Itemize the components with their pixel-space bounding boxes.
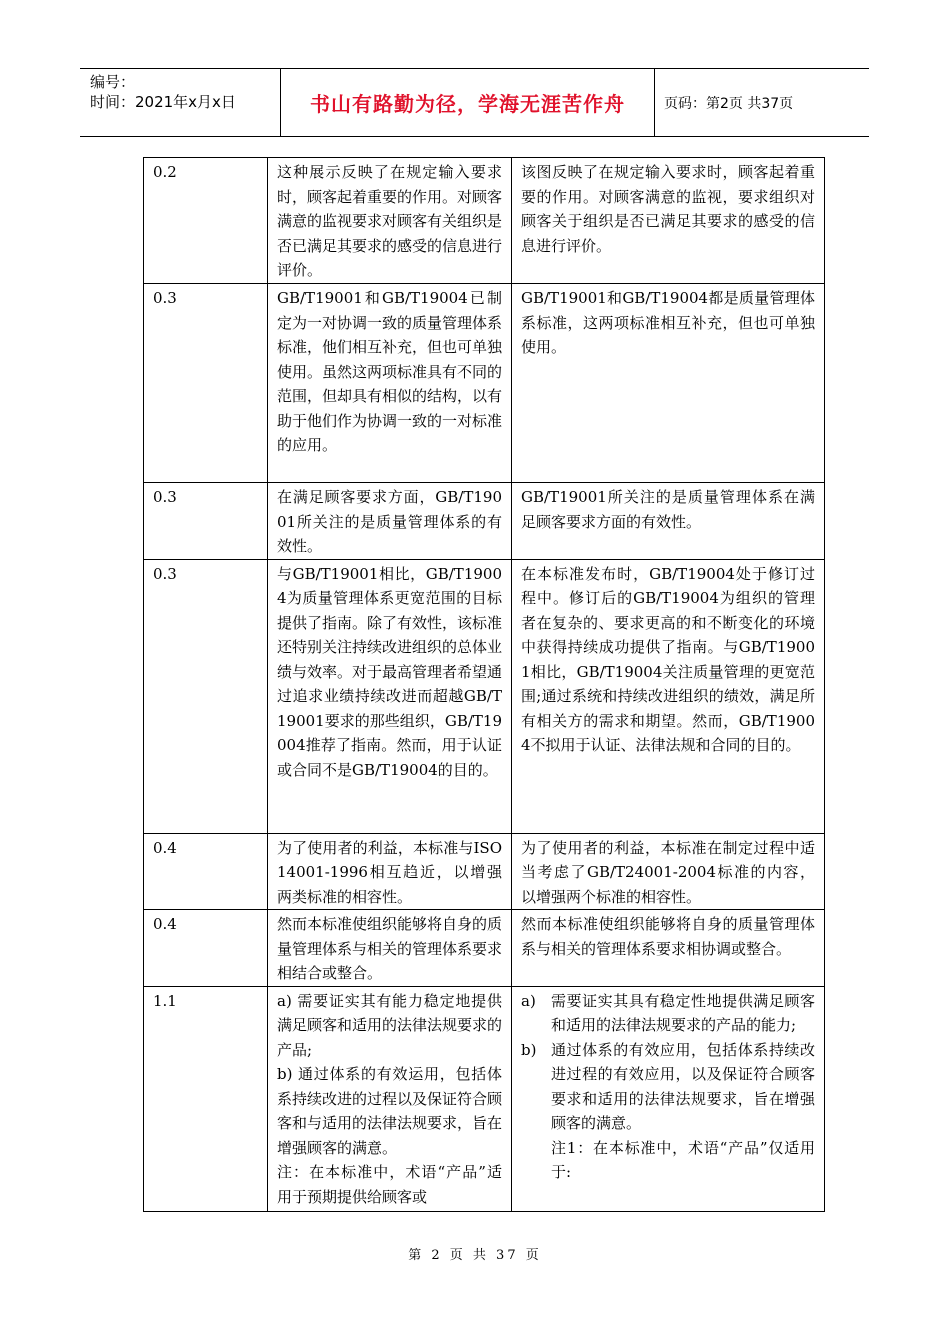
table-row — [144, 483, 825, 560]
table-row — [144, 833, 825, 910]
comparison-table — [143, 157, 825, 1212]
document-date: 时间：2021年x月x日 — [90, 93, 236, 111]
clause-cell: 0.3 — [144, 284, 268, 483]
new-text-cell: GB/T19001所关注的是质量管理体系在满足顾客要求方面的有效性。 — [512, 483, 825, 560]
list-item-text: 通过体系的有效应用，包括体系持续改进过程的有效应用，以及保证符合顾客要求和适用的法律法规要求，旨在增强顾客的满意。 — [551, 1040, 815, 1132]
clause-cell: 0.4 — [144, 833, 268, 910]
clause-cell: 1.1 — [144, 986, 268, 1211]
clause-cell: 0.3 — [144, 559, 268, 833]
old-item-b: b) 通过体系的有效运用，包括体系持续改进的过程以及保证符合顾客和与适用的法律法规要求，旨在增强顾客的满意。 — [277, 1065, 503, 1157]
new-item-b — [521, 1038, 815, 1136]
list-marker: b) — [521, 1040, 537, 1059]
clause-cell: 0.2 — [144, 158, 268, 284]
new-text-cell: GB/T19001和GB/T19004都是质量管理体系标准，这两项标准相互补充，但也可单独使用。 — [512, 284, 825, 483]
new-note: 注1：在本标准中，术语“产品”仅适用于: — [551, 1138, 815, 1181]
header-page-code: 页码：第2页 共37页 — [664, 95, 794, 112]
old-text-cell: 为了使用者的利益，本标准与ISO14001-1996相互趋近，以增强两类标准的相容性。 — [268, 833, 512, 910]
document-number-label: 编号： — [90, 73, 136, 91]
old-text-cell: 然而本标准使组织能够将自身的质量管理体系与相关的管理体系要求相结合或整合。 — [268, 910, 512, 987]
page-footer: 第 2 页 共 37 页 — [408, 1248, 542, 1263]
old-text-cell: 这种展示反映了在规定输入要求时，顾客起着重要的作用。对顾客满意的监视要求对顾客有关组织是否已满足其要求的感受的信息进行评价。 — [268, 158, 512, 284]
old-text-cell: 在满足顾客要求方面，GB/T19001所关注的是质量管理体系的有效性。 — [268, 483, 512, 560]
old-note: 注：在本标准中，术语“产品”适用于预期提供给顾客或 — [277, 1163, 502, 1206]
new-text-cell: 为了使用者的利益，本标准在制定过程中适当考虑了GB/T24001-2004标准的内容，以增强两个标准的相容性。 — [512, 833, 825, 910]
clause-cell: 0.3 — [144, 483, 268, 560]
table-row — [144, 158, 825, 284]
new-text-cell: 在本标准发布时，GB/T19004处于修订过程中。修订后的GB/T19004为组织的管理者在复杂的、要求更高的和不断变化的环境中获得持续成功提供了指南。与GB/T19001相比，GB/T19004关注质量管理的更宽范围;通过系统和持续改进组织的绩效，满足所有相关方的需求和期望。然而，GB/T19004不拟用于认证、法律法规和合同的目的。 — [512, 559, 825, 833]
table-row — [144, 284, 825, 483]
old-item-a: a) 需要证实其有能力稳定地提供满足顾客和适用的法律法规要求的产品; — [277, 991, 503, 1059]
table-row — [144, 910, 825, 987]
list-item-text: 需要证实其具有稳定性地提供满足顾客和适用的法律法规要求的产品的能力; — [551, 991, 815, 1034]
clause-cell: 0.4 — [144, 910, 268, 987]
new-text-cell — [512, 986, 825, 1211]
new-item-a — [521, 989, 815, 1038]
old-text-cell: 与GB/T19001相比，GB/T19004为质量管理体系更宽范围的目标提供了指南。除了有效性，该标准还特别关注持续改进组织的总体业绩与效率。对于最高管理者希望通过追求业绩持续改进而超越GB/T19001要求的那些组织，GB/T19004推荐了指南。然而，用于认证或合同不是GB/T19004的目的。 — [268, 559, 512, 833]
header-motto: 书山有路勤为径，学海无涯苦作舟 — [281, 69, 655, 136]
new-text-cell: 然而本标准使组织能够将自身的质量管理体系与相关的管理体系要求相协调或整合。 — [512, 910, 825, 987]
new-text-cell: 该图反映了在规定输入要求时，顾客起着重要的作用。对顾客满意的监视，要求组织对顾客关于组织是否已满足其要求的感受的信息进行评价。 — [512, 158, 825, 284]
old-text-cell — [268, 986, 512, 1211]
old-text-cell: GB/T19001和GB/T19004已制定为一对协调一致的质量管理体系标准，他们相互补充，但也可单独使用。虽然这两项标准具有不同的范围，但却具有相似的结构，以有助于他们作为协调一致的一对标准的应用。 — [268, 284, 512, 483]
table-row — [144, 559, 825, 833]
header-meta — [80, 69, 281, 136]
table-row — [144, 986, 825, 1211]
page-header — [80, 68, 869, 137]
list-marker: a) — [521, 991, 536, 1010]
